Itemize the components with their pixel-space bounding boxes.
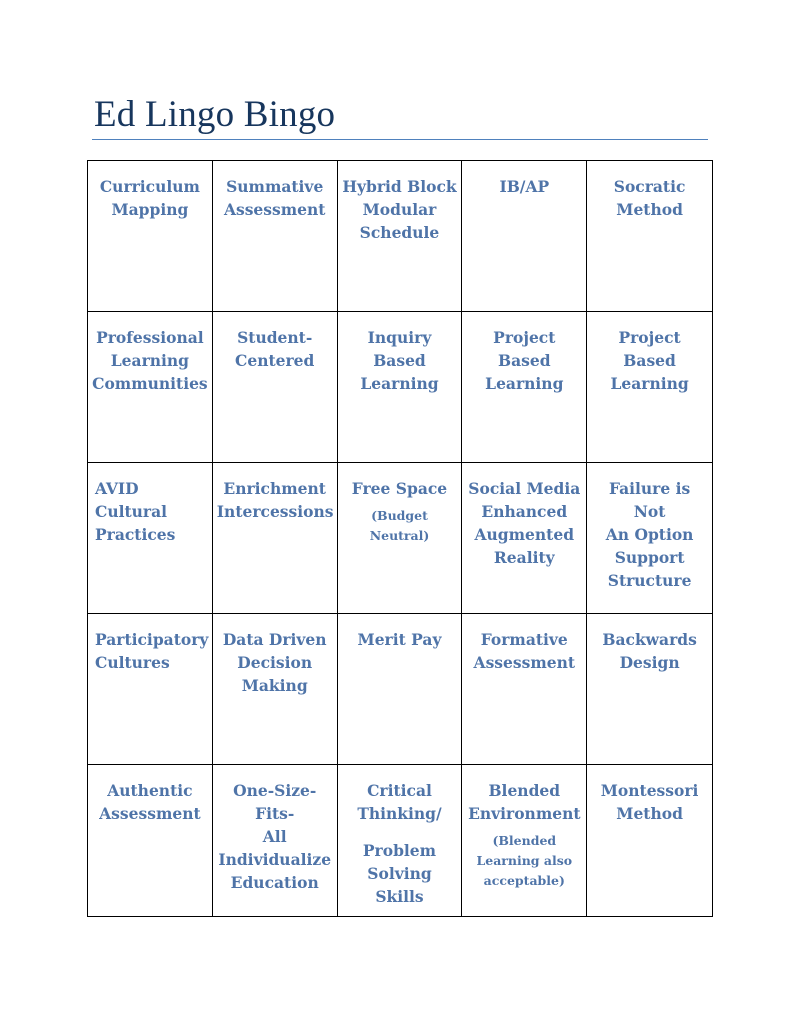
page-title: Ed Lingo Bingo (94, 94, 336, 135)
bingo-cell (88, 614, 213, 765)
bingo-cell (462, 312, 587, 463)
cell-text: Backwards Design (602, 630, 697, 672)
cell-text: AVID Cultural Practices (95, 479, 176, 544)
bingo-cell (462, 614, 587, 765)
cell-text: One-Size-Fits- All Individualize Education (218, 781, 332, 892)
cell-text: Summative Assessment (223, 177, 326, 219)
cell-text: Failure is Not An Option Support Structure (605, 479, 694, 590)
free-space-cell (338, 463, 463, 614)
bingo-board (87, 160, 713, 917)
cell-subtext: Problem Solving Skills (362, 841, 437, 906)
cell-text: Critical Thinking/ (357, 781, 442, 823)
cell-text: Montessori Method (600, 781, 699, 823)
bingo-cell (213, 312, 338, 463)
bingo-cell (213, 614, 338, 765)
bingo-cell (462, 765, 587, 916)
cell-text: Authentic Assessment (99, 781, 201, 823)
cell-text: Formative Assessment (473, 630, 576, 672)
title-underline (92, 139, 708, 140)
bingo-cell (338, 312, 463, 463)
bingo-cell (462, 161, 587, 312)
bingo-cell (587, 161, 712, 312)
bingo-cell (88, 312, 213, 463)
bingo-cell (88, 765, 213, 916)
bingo-cell (587, 312, 712, 463)
bingo-cell (587, 463, 712, 614)
cell-text: Merit Pay (357, 630, 442, 649)
bingo-cell (338, 161, 463, 312)
cell-note: (Blended Learning also acceptable) (476, 833, 573, 888)
cell-text: Free Space (351, 479, 448, 498)
bingo-cell (338, 765, 463, 916)
bingo-cell (88, 161, 213, 312)
cell-text: Participatory Cultures (95, 630, 209, 672)
cell-text: Project Based Learning (485, 328, 564, 393)
cell-text: Professional Learning Communities (92, 328, 208, 393)
cell-text: Project Based Learning (610, 328, 689, 393)
cell-text: Socratic Method (613, 177, 686, 219)
cell-note: (Budget Neutral) (369, 508, 430, 543)
bingo-cell (338, 614, 463, 765)
bingo-cell (213, 161, 338, 312)
bingo-cell (88, 463, 213, 614)
cell-text: Enrichment Intercessions (216, 479, 334, 521)
cell-text: Data Driven Decision Making (222, 630, 327, 695)
cell-text: Inquiry Based Learning (360, 328, 439, 393)
cell-text: Social Media Enhanced Augmented Reality (468, 479, 581, 567)
bingo-cell (213, 765, 338, 916)
cell-text: Blended Environment (468, 781, 581, 823)
bingo-cell (462, 463, 587, 614)
bingo-cell (587, 765, 712, 916)
cell-text: Curriculum Mapping (99, 177, 200, 219)
cell-text: Hybrid Block Modular Schedule (342, 177, 457, 242)
cell-text: IB/AP (499, 177, 550, 196)
bingo-cell (213, 463, 338, 614)
cell-text: Student- Centered (235, 328, 315, 370)
bingo-cell (587, 614, 712, 765)
